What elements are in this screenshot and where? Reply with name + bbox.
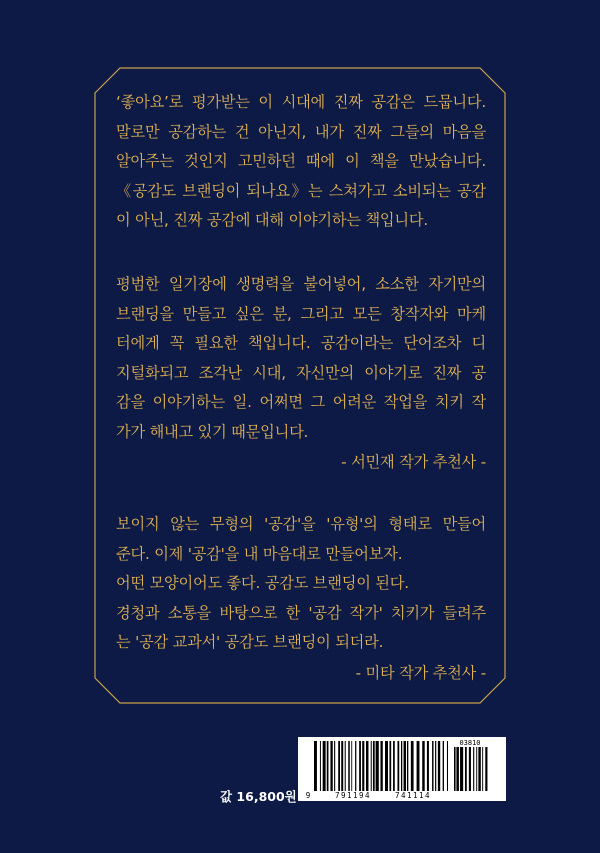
barcode-bar [485, 747, 487, 791]
barcode-bar [327, 741, 329, 791]
barcode-bar [314, 741, 317, 791]
barcode-bar [456, 747, 459, 791]
barcode-bar [373, 741, 375, 791]
barcode-bar [443, 741, 444, 791]
barcode-bar [438, 741, 440, 791]
text-line: 말로만 공감하는 건 아닌지, 내가 진짜 그들의 마음을 [116, 122, 486, 141]
barcode-bar [401, 741, 402, 791]
text-line: 지털화되고 조각난 시대, 자신만의 이야기로 진짜 공 [116, 363, 486, 382]
barcode-bar [355, 741, 356, 791]
barcode-bar [473, 747, 474, 791]
barcode-bar [389, 741, 391, 791]
text-line: 준다. 이제 '공감'을 내 마음대로 만들어보자. [116, 544, 403, 563]
barcode-bar [348, 741, 350, 791]
text-line: 이 아닌, 진짜 공감에 대해 이야기하는 책입니다. [116, 211, 428, 229]
barcode-isbn-first-digit: 9 [305, 791, 311, 800]
barcode-bar [435, 741, 436, 791]
barcode-bar [393, 741, 395, 791]
barcode-bar [397, 741, 399, 791]
barcode-bar [422, 741, 424, 791]
barcode-bar [371, 741, 372, 791]
text-line: 평범한 일기장에 생명력을 불어넣어, 소소한 자기만의 [116, 275, 486, 293]
barcode-bar [482, 747, 483, 791]
recommendation-signature-1: - 서민재 작가 추천사 - [341, 453, 486, 471]
barcode-addon-digits: 03810 [459, 739, 481, 747]
barcode-bar [447, 741, 448, 791]
barcode-bar [359, 741, 361, 791]
barcode-isbn-group-2: 741114 [394, 791, 432, 800]
barcode-bar [330, 741, 332, 791]
barcode-bar [376, 741, 379, 791]
barcode-bar [417, 741, 420, 791]
text-line: 가가 해내고 있기 때문입니다. [116, 422, 309, 441]
barcode-bar [454, 747, 456, 791]
text-line: 는 '공감 교과서' 공감도 브랜딩이 되더라. [116, 633, 384, 651]
text-line: 터에게 꼭 필요한 책입니다. 공감이라는 단어조차 디 [116, 334, 486, 352]
barcode-bar [385, 741, 388, 791]
barcode-bar [478, 747, 480, 791]
barcode-bar [407, 741, 408, 791]
barcode-bar [469, 747, 471, 791]
text-line: 어떤 모양이어도 좋다. 공감도 브랜딩이 된다. [116, 574, 409, 592]
barcode-bar [341, 741, 343, 791]
barcode-bar [465, 747, 467, 791]
blurb-paragraph-2 [116, 270, 486, 477]
barcode-bar [432, 741, 433, 791]
text-line: 《공감도 브랜딩이 되나요》는 스쳐가고 소비되는 공감 [116, 181, 486, 200]
text-line: 경청과 소통을 바탕으로 한 '공감 작가' 치키가 들려주 [116, 603, 486, 622]
price-label: 값 16,800원 [220, 789, 297, 804]
text-line: 보이지 않는 무형의 '공감'을 '유형'의 형태로 만들어 [116, 515, 486, 533]
barcode-bar [411, 741, 414, 791]
text-line: 감을 이야기하는 일. 어쩌면 그 어려운 작업을 치키 작 [116, 393, 486, 411]
barcode-isbn-group-1: 791194 [334, 791, 372, 800]
barcode-bar [404, 741, 406, 791]
isbn-barcode [298, 737, 506, 801]
barcode-bar [427, 741, 429, 791]
barcode-bar [380, 741, 382, 791]
barcode-bar [345, 741, 346, 791]
barcode-bar [362, 741, 364, 791]
barcode-bar [320, 741, 321, 791]
barcode-bar [476, 747, 477, 791]
barcode-bar [334, 741, 335, 791]
recommendation-signature-2: - 미타 작가 추천사 - [355, 663, 486, 682]
barcode-graphic [298, 737, 506, 801]
barcode-bar [338, 741, 340, 791]
barcode-bar [460, 747, 463, 791]
text-line: 브랜딩을 만들고 싶은 분, 그리고 모든 창작자와 마케 [116, 304, 486, 323]
barcode-bar [323, 741, 326, 791]
blurb-paragraph-1 [116, 88, 486, 236]
blurb-paragraph-3 [116, 510, 486, 688]
barcode-bar [366, 741, 369, 791]
text-line: ‘좋아요’로 평가받는 이 시대에 진짜 공감은 드뭅니다. [116, 93, 486, 111]
barcode-bar [351, 741, 352, 791]
text-line: 알아주는 것인지 고민하던 때에 이 책을 만났습니다. [116, 152, 486, 170]
